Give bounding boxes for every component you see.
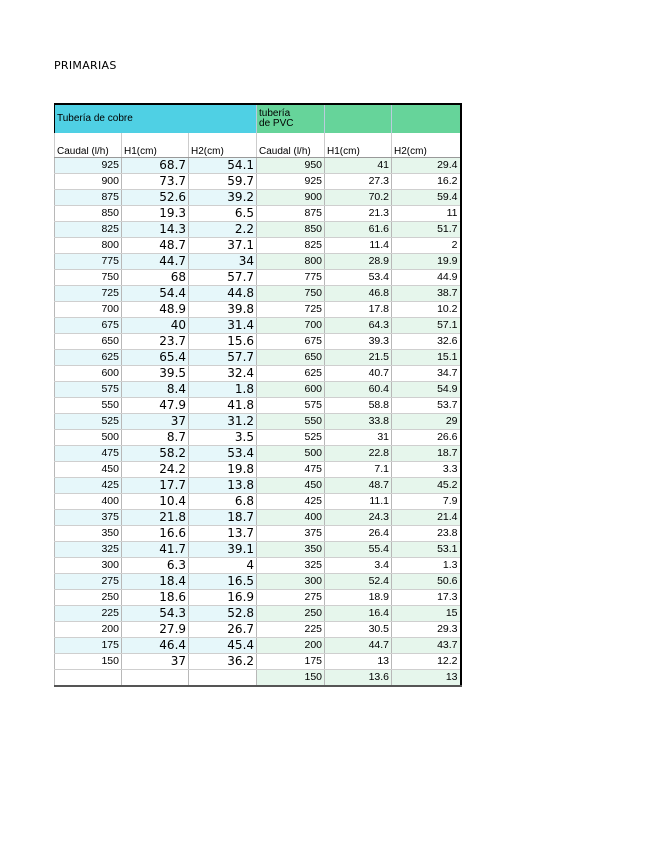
pvc-h2-cell: 53.1	[392, 542, 461, 558]
copper-h1-cell: 65.4	[122, 350, 189, 366]
pvc-h2-cell: 59.4	[392, 190, 461, 206]
table-row	[55, 654, 461, 670]
copper-h2-cell: 39.2	[189, 190, 257, 206]
pvc-caudal-cell: 250	[257, 606, 325, 622]
column-header-row	[55, 147, 461, 158]
pvc-h2-cell: 2	[392, 238, 461, 254]
copper-h1-cell: 16.6	[122, 526, 189, 542]
copper-h1-cell: 73.7	[122, 174, 189, 190]
copper-caudal-cell: 825	[55, 222, 122, 238]
copper-h1-cell: 48.9	[122, 302, 189, 318]
pvc-caudal-cell: 525	[257, 430, 325, 446]
pvc-h1-cell: 3.4	[325, 558, 392, 574]
pvc-h2-cell: 34.7	[392, 366, 461, 382]
copper-h2-cell: 54.1	[189, 158, 257, 174]
pvc-caudal-cell: 750	[257, 286, 325, 302]
pvc-h2-cell: 7.9	[392, 494, 461, 510]
copper-h2-cell: 57.7	[189, 270, 257, 286]
copper-caudal-cell: 625	[55, 350, 122, 366]
copper-h2-cell: 44.8	[189, 286, 257, 302]
table-row	[55, 318, 461, 334]
pvc-h2-cell: 10.2	[392, 302, 461, 318]
copper-caudal-cell	[55, 670, 122, 687]
pvc-caudal-cell: 500	[257, 446, 325, 462]
pvc-caudal-cell: 150	[257, 670, 325, 687]
pvc-h2-cell: 44.9	[392, 270, 461, 286]
copper-h1-cell: 48.7	[122, 238, 189, 254]
pvc-caudal-cell: 775	[257, 270, 325, 286]
copper-h1-cell: 18.4	[122, 574, 189, 590]
pvc-h1-cell: 39.3	[325, 334, 392, 350]
copper-h2-cell: 39.8	[189, 302, 257, 318]
blank-cell	[392, 133, 461, 147]
copper-h1-cell: 44.7	[122, 254, 189, 270]
copper-caudal-cell: 450	[55, 462, 122, 478]
pvc-caudal-cell: 725	[257, 302, 325, 318]
copper-h2-cell	[189, 670, 257, 687]
copper-h1-cell: 23.7	[122, 334, 189, 350]
pvc-h1-cell: 22.8	[325, 446, 392, 462]
copper-h2-cell: 45.4	[189, 638, 257, 654]
pvc-h2-cell: 29.4	[392, 158, 461, 174]
table-row	[55, 622, 461, 638]
pvc-h2-cell: 13	[392, 670, 461, 687]
table-row	[55, 334, 461, 350]
copper-caudal-cell: 200	[55, 622, 122, 638]
copper-caudal-cell: 475	[55, 446, 122, 462]
pvc-caudal-cell: 650	[257, 350, 325, 366]
copper-caudal-cell: 500	[55, 430, 122, 446]
copper-h2-cell: 13.8	[189, 478, 257, 494]
copper-h2-cell: 2.2	[189, 222, 257, 238]
column-header-caudal-pvc: Caudal (l/h)	[257, 147, 325, 158]
copper-caudal-cell: 800	[55, 238, 122, 254]
table-row	[55, 590, 461, 606]
pvc-h2-cell: 12.2	[392, 654, 461, 670]
table-row	[55, 270, 461, 286]
table-row	[55, 238, 461, 254]
column-header-h1-copper: H1(cm)	[122, 147, 189, 158]
pvc-h2-cell: 1.3	[392, 558, 461, 574]
pvc-caudal-cell: 475	[257, 462, 325, 478]
copper-h1-cell: 54.3	[122, 606, 189, 622]
pvc-caudal-cell: 675	[257, 334, 325, 350]
copper-caudal-cell: 575	[55, 382, 122, 398]
pvc-h1-cell: 28.9	[325, 254, 392, 270]
table-row	[55, 638, 461, 654]
pvc-h1-cell: 21.5	[325, 350, 392, 366]
copper-caudal-cell: 375	[55, 510, 122, 526]
pvc-h2-cell: 3.3	[392, 462, 461, 478]
pvc-h2-cell: 50.6	[392, 574, 461, 590]
pvc-h2-cell: 21.4	[392, 510, 461, 526]
pvc-h1-cell: 11.1	[325, 494, 392, 510]
pvc-caudal-cell: 700	[257, 318, 325, 334]
pvc-caudal-cell: 225	[257, 622, 325, 638]
copper-caudal-cell: 350	[55, 526, 122, 542]
pvc-caudal-cell: 450	[257, 478, 325, 494]
copper-h2-cell: 16.5	[189, 574, 257, 590]
pvc-h2-cell: 23.8	[392, 526, 461, 542]
copper-h2-cell: 36.2	[189, 654, 257, 670]
pvc-h1-cell: 64.3	[325, 318, 392, 334]
copper-caudal-cell: 425	[55, 478, 122, 494]
pvc-h2-cell: 45.2	[392, 478, 461, 494]
copper-h1-cell: 19.3	[122, 206, 189, 222]
copper-caudal-cell: 725	[55, 286, 122, 302]
table-row	[55, 174, 461, 190]
copper-h2-cell: 6.8	[189, 494, 257, 510]
copper-h1-cell: 39.5	[122, 366, 189, 382]
pvc-h1-cell: 13.6	[325, 670, 392, 687]
copper-caudal-cell: 600	[55, 366, 122, 382]
table-row	[55, 574, 461, 590]
pvc-h1-cell: 53.4	[325, 270, 392, 286]
copper-h2-cell: 18.7	[189, 510, 257, 526]
table-row	[55, 254, 461, 270]
column-header-caudal-copper: Caudal (l/h)	[55, 147, 122, 158]
pvc-h2-cell: 15.1	[392, 350, 461, 366]
pvc-h1-cell: 52.4	[325, 574, 392, 590]
copper-caudal-cell: 300	[55, 558, 122, 574]
pvc-h2-cell: 53.7	[392, 398, 461, 414]
pvc-h1-cell: 31	[325, 430, 392, 446]
pvc-h1-cell: 24.3	[325, 510, 392, 526]
copper-caudal-cell: 750	[55, 270, 122, 286]
copper-h2-cell: 1.8	[189, 382, 257, 398]
pvc-h1-cell: 33.8	[325, 414, 392, 430]
copper-h1-cell: 8.4	[122, 382, 189, 398]
copper-h1-cell: 68.7	[122, 158, 189, 174]
copper-h2-cell: 31.4	[189, 318, 257, 334]
pvc-caudal-cell: 800	[257, 254, 325, 270]
copper-h2-cell: 13.7	[189, 526, 257, 542]
copper-caudal-cell: 875	[55, 190, 122, 206]
pvc-h1-cell: 48.7	[325, 478, 392, 494]
copper-h1-cell: 46.4	[122, 638, 189, 654]
copper-caudal-cell: 900	[55, 174, 122, 190]
data-table	[54, 103, 462, 687]
copper-caudal-cell: 675	[55, 318, 122, 334]
copper-h2-cell: 34	[189, 254, 257, 270]
copper-h2-cell: 16.9	[189, 590, 257, 606]
blank-cell	[257, 133, 325, 147]
pvc-caudal-cell: 875	[257, 206, 325, 222]
copper-h2-cell: 32.4	[189, 366, 257, 382]
copper-h1-cell: 21.8	[122, 510, 189, 526]
table-row	[55, 158, 461, 174]
table-row	[55, 398, 461, 414]
table-row	[55, 462, 461, 478]
pvc-h2-cell: 43.7	[392, 638, 461, 654]
pvc-caudal-cell: 950	[257, 158, 325, 174]
table-row	[55, 510, 461, 526]
pvc-caudal-cell: 625	[257, 366, 325, 382]
blank-cell	[189, 133, 257, 147]
copper-h2-cell: 52.8	[189, 606, 257, 622]
copper-caudal-cell: 525	[55, 414, 122, 430]
copper-h1-cell: 24.2	[122, 462, 189, 478]
pvc-h1-cell: 41	[325, 158, 392, 174]
copper-caudal-cell: 150	[55, 654, 122, 670]
blank-cell	[122, 133, 189, 147]
pvc-h2-cell: 16.2	[392, 174, 461, 190]
pvc-caudal-cell: 600	[257, 382, 325, 398]
pvc-h1-cell: 17.8	[325, 302, 392, 318]
copper-h2-cell: 6.5	[189, 206, 257, 222]
pvc-h2-cell: 29.3	[392, 622, 461, 638]
copper-h2-cell: 4	[189, 558, 257, 574]
blank-cell	[325, 133, 392, 147]
copper-h2-cell: 37.1	[189, 238, 257, 254]
pvc-h1-cell: 26.4	[325, 526, 392, 542]
pvc-h1-cell: 46.8	[325, 286, 392, 302]
pvc-group-header-fill	[392, 104, 461, 133]
pvc-caudal-cell: 850	[257, 222, 325, 238]
table-row	[55, 286, 461, 302]
pvc-caudal-cell: 200	[257, 638, 325, 654]
pvc-h1-cell: 18.9	[325, 590, 392, 606]
copper-h1-cell: 52.6	[122, 190, 189, 206]
blank-cell	[55, 133, 122, 147]
copper-caudal-cell: 700	[55, 302, 122, 318]
copper-h1-cell: 68	[122, 270, 189, 286]
copper-caudal-cell: 850	[55, 206, 122, 222]
copper-h2-cell: 39.1	[189, 542, 257, 558]
pvc-caudal-cell: 275	[257, 590, 325, 606]
pvc-caudal-cell: 350	[257, 542, 325, 558]
pvc-h1-cell: 44.7	[325, 638, 392, 654]
table-row	[55, 222, 461, 238]
copper-h2-cell: 41.8	[189, 398, 257, 414]
pvc-h1-cell: 21.3	[325, 206, 392, 222]
pvc-h1-cell: 58.8	[325, 398, 392, 414]
copper-h1-cell: 18.6	[122, 590, 189, 606]
column-header-h2-pvc: H2(cm)	[392, 147, 461, 158]
copper-caudal-cell: 400	[55, 494, 122, 510]
pvc-caudal-cell: 825	[257, 238, 325, 254]
copper-h2-cell: 15.6	[189, 334, 257, 350]
pvc-h2-cell: 51.7	[392, 222, 461, 238]
pvc-h1-cell: 40.7	[325, 366, 392, 382]
copper-h1-cell: 47.9	[122, 398, 189, 414]
table-row	[55, 430, 461, 446]
copper-caudal-cell: 925	[55, 158, 122, 174]
copper-caudal-cell: 250	[55, 590, 122, 606]
copper-h1-cell: 37	[122, 654, 189, 670]
table-row	[55, 350, 461, 366]
pvc-group-header-label: tubería de PVC	[259, 108, 294, 129]
table-row	[55, 606, 461, 622]
copper-h2-cell: 19.8	[189, 462, 257, 478]
pvc-h2-cell: 29	[392, 414, 461, 430]
pvc-h1-cell: 16.4	[325, 606, 392, 622]
table-row	[55, 478, 461, 494]
pvc-caudal-cell: 175	[257, 654, 325, 670]
copper-h1-cell: 8.7	[122, 430, 189, 446]
copper-h1-cell: 14.3	[122, 222, 189, 238]
copper-h2-cell: 26.7	[189, 622, 257, 638]
pvc-h1-cell: 60.4	[325, 382, 392, 398]
pvc-group-header	[257, 104, 325, 133]
spacer-row	[55, 133, 461, 147]
copper-caudal-cell: 175	[55, 638, 122, 654]
pvc-h2-cell: 38.7	[392, 286, 461, 302]
copper-caudal-cell: 225	[55, 606, 122, 622]
pvc-caudal-cell: 550	[257, 414, 325, 430]
pvc-h2-cell: 26.6	[392, 430, 461, 446]
copper-group-header: Tubería de cobre	[55, 104, 189, 133]
pvc-caudal-cell: 400	[257, 510, 325, 526]
copper-h1-cell: 54.4	[122, 286, 189, 302]
pvc-h2-cell: 54.9	[392, 382, 461, 398]
table-row	[55, 494, 461, 510]
pvc-h1-cell: 55.4	[325, 542, 392, 558]
copper-h1-cell: 10.4	[122, 494, 189, 510]
table-row	[55, 206, 461, 222]
copper-h1-cell: 41.7	[122, 542, 189, 558]
pvc-h1-cell: 13	[325, 654, 392, 670]
pvc-h2-cell: 32.6	[392, 334, 461, 350]
copper-caudal-cell: 775	[55, 254, 122, 270]
pvc-h1-cell: 61.6	[325, 222, 392, 238]
table-row	[55, 190, 461, 206]
copper-h2-cell: 57.7	[189, 350, 257, 366]
pvc-caudal-cell: 375	[257, 526, 325, 542]
copper-caudal-cell: 275	[55, 574, 122, 590]
pvc-h2-cell: 15	[392, 606, 461, 622]
copper-h2-cell: 3.5	[189, 430, 257, 446]
copper-h1-cell	[122, 670, 189, 687]
pvc-caudal-cell: 300	[257, 574, 325, 590]
pvc-caudal-cell: 575	[257, 398, 325, 414]
table-row	[55, 414, 461, 430]
pvc-h2-cell: 18.7	[392, 446, 461, 462]
copper-caudal-cell: 550	[55, 398, 122, 414]
group-header-row	[55, 104, 461, 133]
table-row	[55, 526, 461, 542]
column-header-h1-pvc: H1(cm)	[325, 147, 392, 158]
copper-h1-cell: 40	[122, 318, 189, 334]
pvc-h2-cell: 17.3	[392, 590, 461, 606]
table-row	[55, 366, 461, 382]
pvc-h2-cell: 57.1	[392, 318, 461, 334]
copper-h1-cell: 6.3	[122, 558, 189, 574]
table-row	[55, 558, 461, 574]
pvc-h1-cell: 30.5	[325, 622, 392, 638]
pvc-caudal-cell: 325	[257, 558, 325, 574]
copper-caudal-cell: 325	[55, 542, 122, 558]
table-row	[55, 670, 461, 687]
pvc-h2-cell: 11	[392, 206, 461, 222]
copper-h2-cell: 53.4	[189, 446, 257, 462]
copper-h2-cell: 31.2	[189, 414, 257, 430]
pvc-caudal-cell: 425	[257, 494, 325, 510]
table-row	[55, 382, 461, 398]
table-row	[55, 542, 461, 558]
copper-h1-cell: 17.7	[122, 478, 189, 494]
copper-h1-cell: 37	[122, 414, 189, 430]
pvc-h1-cell: 11.4	[325, 238, 392, 254]
copper-group-header-fill	[189, 104, 257, 133]
copper-h2-cell: 59.7	[189, 174, 257, 190]
page-title: PRIMARIAS	[54, 59, 117, 72]
copper-h1-cell: 27.9	[122, 622, 189, 638]
copper-h1-cell: 58.2	[122, 446, 189, 462]
pvc-h1-cell: 70.2	[325, 190, 392, 206]
pvc-h1-cell: 7.1	[325, 462, 392, 478]
pvc-caudal-cell: 900	[257, 190, 325, 206]
column-header-h2-copper: H2(cm)	[189, 147, 257, 158]
table-row	[55, 302, 461, 318]
copper-caudal-cell: 650	[55, 334, 122, 350]
pvc-h1-cell: 27.3	[325, 174, 392, 190]
pvc-h2-cell: 19.9	[392, 254, 461, 270]
table-row	[55, 446, 461, 462]
pvc-group-header-fill	[325, 104, 392, 133]
pvc-caudal-cell: 925	[257, 174, 325, 190]
